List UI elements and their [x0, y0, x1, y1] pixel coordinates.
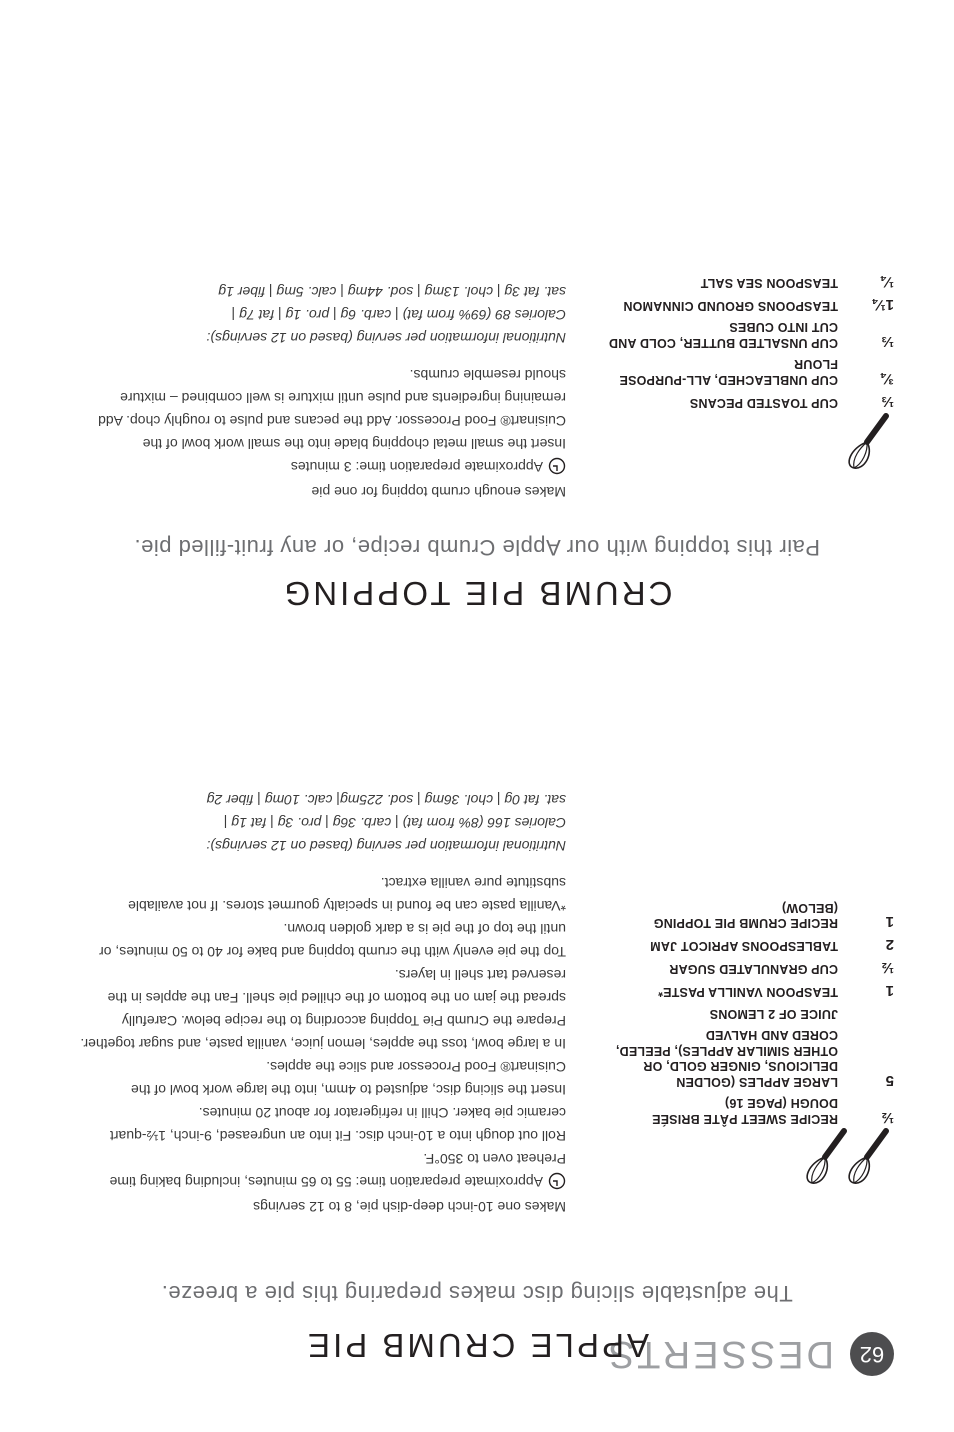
nutrition-heading: Nutritional information per serving (based on 12 servings):: [206, 838, 566, 854]
recipe-title: CRUMB PIE TOPPING: [281, 575, 673, 612]
ingredient-row: ⅓ CUP UNSALTED BUTTER, COLD AND CUT INTO CUBES: [608, 320, 894, 350]
recipe-title: APPLE CRUMB PIE: [305, 1327, 649, 1364]
ingredient-row: ¾ CUP UNBLEACHED, ALL-PURPOSE FLOUR: [619, 357, 894, 387]
clock-icon: [548, 457, 566, 475]
apple-crumb-ingredients: [604, 894, 894, 1127]
crumb-topping-ingredients: [604, 267, 894, 410]
step-text: Roll out dough into a 10-inch disc. Fit into an ungreased, 9-inch, 1½-quart ceramic pie baker. Chill in refrigerator for about 20 minutes.: [109, 1105, 566, 1144]
whisk-icon: [840, 412, 892, 472]
recipe-yield: Makes one 10-inch deep-dish pie, 8 to 12 servings: [253, 1199, 566, 1215]
nutrition-line: sat. fat 0g | chol. 36mg | sod. 225mg| calc. 10mg | fiber 2g: [206, 792, 566, 808]
ingredient-row: 5 LARGE APPLES (GOLDEN DELICIOUS, GINGER GOLD, OR OTHER SIMILAR APPLES), PEELED, CORED AND HALVED: [615, 1028, 894, 1089]
crumb-topping-directions: [80, 280, 566, 503]
nutrition-heading: Nutritional information per serving (based on 12 servings):: [206, 330, 566, 346]
recipe-subtitle: The adjustable slicing disc makes preparing this pie a breeze.: [161, 1281, 793, 1306]
ingredient-row: ¼ TEASPOON SEA SALT: [700, 273, 894, 290]
ingredient-row: 1 RECIPE CRUMB PIE TOPPING (BELOW): [653, 901, 894, 931]
section-title: DESSERTS: [605, 1333, 834, 1376]
ingredient-row: 1 TEASPOON VANILLA PASTE*: [657, 982, 894, 1000]
step-text: Insert the small metal chopping blade into the small work bowl of the Cuisinart® Food Processor. Add the pecans and pulse to roughly chop. Add remaining ingredients and pulse until mixture is well combined – mixture should resemble crumbs.: [98, 367, 566, 452]
step-text: Insert the slicing disc, adjusted to 4mm, into the large work bowl of the Cuisinart® Food Processor and slice the apples.: [131, 1059, 566, 1098]
ingredient-row: 2 TABLESPOONS APRICOT JAM: [650, 936, 894, 954]
ingredient-row: 1¼ TEASPOONS GROUND CINNAMON: [623, 296, 894, 313]
step-text: In a large bowl, toss the apples, lemon juice, vanilla paste, and sugar together. Prepare the Crumb Pie Topping according to the recipe below. Carefully spread the jam on the bottom of the chilled pie shell. Fan the apples in the reserved tart shell in layers.: [80, 967, 566, 1052]
prep-time: Approximate preparation time: 3 minutes: [80, 455, 566, 478]
clock-icon: [548, 1172, 566, 1190]
ingredient-row: ⅓ CUP TOASTED PECANS: [689, 393, 894, 410]
whisk-icon: [798, 1127, 850, 1187]
nutrition-line: Calories 166 (8% from fat) | carb. 36g | pro. 3g | fat 1g |: [223, 815, 566, 831]
apple-crumb-directions: [80, 788, 566, 1218]
recipe-subtitle: Pair this topping with our Apple Crumb recipe, or any fruit-filled pie.: [133, 535, 821, 560]
page-number: 62: [850, 1332, 894, 1376]
ingredient-row: ½ RECIPE SWEET PÂTE BRISÉE DOUGH (PAGE 16): [651, 1096, 894, 1126]
step-text: Top the pie evenly with the crumb topping and bake for 40 to 50 minutes, or until the top of the pie is a dark golden brown.: [99, 921, 566, 960]
ingredient-row: ½ CUP GRANULATED SUGAR: [669, 959, 894, 977]
ingredient-row: JUICE OF 2 LEMONS: [709, 1007, 838, 1021]
footnote: *Vanilla paste can be found in specialty gourmet stores. If not available substitute pure vanilla extract.: [128, 875, 566, 914]
recipe-yield: Makes enough crumb topping for one pie: [311, 484, 566, 500]
nutrition-line: sat. fat 3g | chol. 13mg | sod. 44mg | calc. 5mg | fiber 1g: [218, 284, 566, 300]
prep-time: Approximate preparation time: 55 to 65 minutes, including baking time: [80, 1170, 566, 1193]
nutrition-line: Calories 89 (69% from fat) | carb. 6g | pro. 1g | fat 7g |: [231, 307, 566, 323]
step-text: Preheat oven to 350°F.: [423, 1151, 566, 1167]
